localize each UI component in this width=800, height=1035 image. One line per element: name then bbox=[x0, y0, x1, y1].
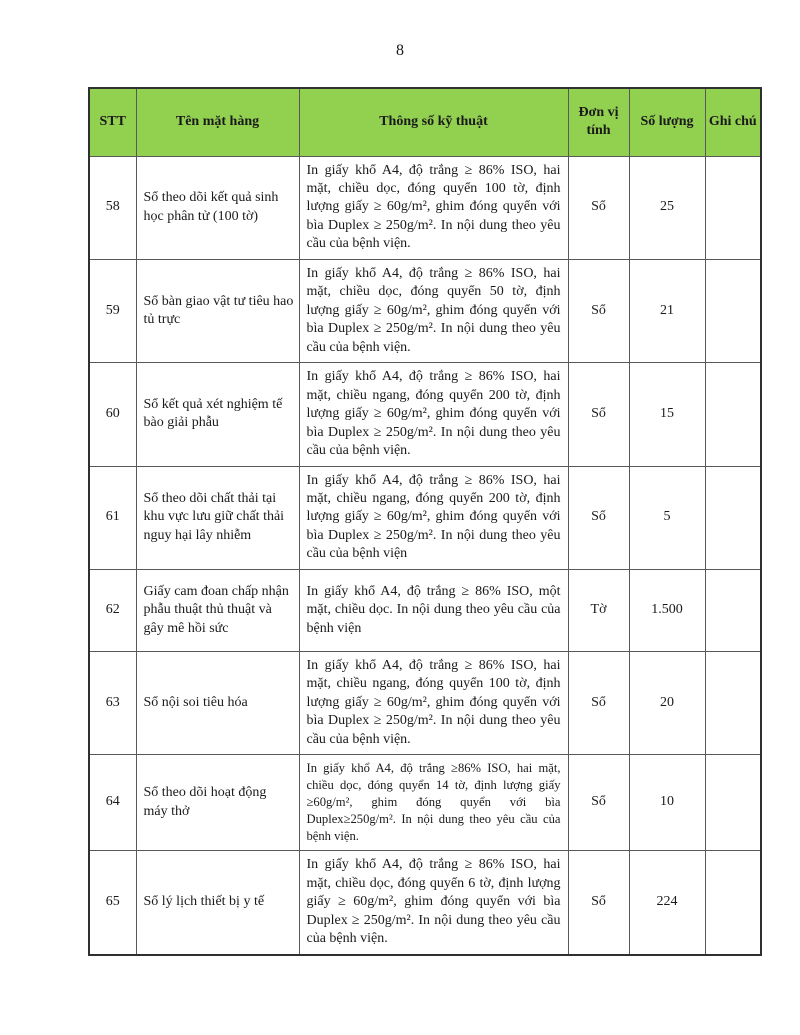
row-stt: 60 bbox=[89, 363, 136, 466]
row-spec: In giấy khổ A4, độ trắng ≥ 86% ISO, một mặt, chiều dọc. In nội dung theo yêu cầu của bệnh viện bbox=[299, 569, 568, 651]
row-qty: 5 bbox=[629, 466, 705, 569]
header-thong-so-ky-thuat: Thông số kỹ thuật bbox=[299, 88, 568, 156]
row-name: Sổ theo dõi hoạt động máy thở bbox=[136, 755, 299, 851]
row-qty: 20 bbox=[629, 651, 705, 754]
table-row bbox=[89, 851, 761, 955]
page-number: 8 bbox=[396, 42, 404, 59]
row-unit: Sổ bbox=[568, 755, 629, 851]
table-header-row bbox=[89, 88, 761, 156]
table-row bbox=[89, 569, 761, 651]
row-unit: Sổ bbox=[568, 363, 629, 466]
header-stt: STT bbox=[89, 88, 136, 156]
row-name: Sổ theo dõi kết quả sinh học phân tử (100 tờ) bbox=[136, 156, 299, 259]
row-qty: 25 bbox=[629, 156, 705, 259]
row-spec: In giấy khổ A4, độ trắng ≥ 86% ISO, hai mặt, chiều dọc, đóng quyển 6 tờ, định lượng giấy ≥ 60g/m², ghim đóng quyển với bìa Duplex ≥ 250g/m². In nội dung theo yêu cầu của bệnh viện. bbox=[299, 851, 568, 955]
row-name: Sổ nội soi tiêu hóa bbox=[136, 651, 299, 754]
table-row bbox=[89, 755, 761, 851]
row-stt: 58 bbox=[89, 156, 136, 259]
row-qty: 224 bbox=[629, 851, 705, 955]
row-qty: 15 bbox=[629, 363, 705, 466]
header-so-luong: Số lượng bbox=[629, 88, 705, 156]
row-name: Sổ kết quả xét nghiệm tế bào giải phẫu bbox=[136, 363, 299, 466]
row-name: Sổ bàn giao vật tư tiêu hao tủ trực bbox=[136, 259, 299, 362]
row-stt: 62 bbox=[89, 569, 136, 651]
header-ghi-chu: Ghi chú bbox=[705, 88, 761, 156]
row-spec: In giấy khổ A4, độ trắng ≥ 86% ISO, hai mặt, chiều ngang, đóng quyển 100 tờ, định lượng giấy ≥ 60g/m², ghim đóng quyển với bìa Duplex ≥ 250g/m². In nội dung theo yêu cầu của bệnh viện. bbox=[299, 651, 568, 754]
row-spec: In giấy khổ A4, độ trắng ≥ 86% ISO, hai mặt, chiều dọc, đóng quyển 50 tờ, định lượng giấy ≥ 60g/m², ghim đóng quyển với bìa Duplex ≥ 250g/m². In nội dung theo yêu cầu của bệnh viện. bbox=[299, 259, 568, 362]
row-spec: In giấy khổ A4, độ trắng ≥ 86% ISO, hai mặt, chiều dọc, đóng quyển 100 tờ, định lượng giấy ≥ 60g/m², ghim đóng quyển với bìa Duplex ≥ 250g/m². In nội dung theo yêu cầu của bệnh viện. bbox=[299, 156, 568, 259]
row-note bbox=[705, 259, 761, 362]
row-stt: 61 bbox=[89, 466, 136, 569]
row-spec: In giấy khổ A4, độ trắng ≥86% ISO, hai mặt, chiều dọc, đóng quyển 14 tờ, định lượng giấy ≥60g/m², ghim đóng quyển với bìa Duplex≥250g/m². In nội dung theo yêu cầu của bệnh viện. bbox=[299, 755, 568, 851]
table-row bbox=[89, 259, 761, 362]
row-unit: Sổ bbox=[568, 851, 629, 955]
row-note bbox=[705, 755, 761, 851]
row-qty: 10 bbox=[629, 755, 705, 851]
table-body bbox=[89, 156, 761, 955]
row-unit: Sổ bbox=[568, 651, 629, 754]
row-qty: 1.500 bbox=[629, 569, 705, 651]
row-stt: 65 bbox=[89, 851, 136, 955]
header-don-vi-tinh: Đơn vị tính bbox=[568, 88, 629, 156]
supply-items-table bbox=[88, 87, 762, 956]
row-spec: In giấy khổ A4, độ trắng ≥ 86% ISO, hai mặt, chiều ngang, đóng quyển 200 tờ, định lượng giấy ≥ 60g/m², ghim đóng quyển với bìa Duplex ≥ 250g/m². In nội dung theo yêu cầu của bệnh viện. bbox=[299, 363, 568, 466]
row-unit: Sổ bbox=[568, 259, 629, 362]
table-row bbox=[89, 466, 761, 569]
row-note bbox=[705, 851, 761, 955]
row-name: Sổ lý lịch thiết bị y tế bbox=[136, 851, 299, 955]
row-unit: Sổ bbox=[568, 156, 629, 259]
header-ten-mat-hang: Tên mặt hàng bbox=[136, 88, 299, 156]
row-stt: 64 bbox=[89, 755, 136, 851]
table-row bbox=[89, 156, 761, 259]
row-name: Giấy cam đoan chấp nhận phẫu thuật thủ thuật và gây mê hồi sức bbox=[136, 569, 299, 651]
row-name: Sổ theo dõi chất thải tại khu vực lưu giữ chất thải nguy hại lây nhiễm bbox=[136, 466, 299, 569]
table-row bbox=[89, 363, 761, 466]
row-unit: Tờ bbox=[568, 569, 629, 651]
row-note bbox=[705, 466, 761, 569]
row-stt: 59 bbox=[89, 259, 136, 362]
row-note bbox=[705, 156, 761, 259]
row-note bbox=[705, 569, 761, 651]
table-header bbox=[89, 88, 761, 156]
row-stt: 63 bbox=[89, 651, 136, 754]
table-row bbox=[89, 651, 761, 754]
row-qty: 21 bbox=[629, 259, 705, 362]
row-note bbox=[705, 363, 761, 466]
row-note bbox=[705, 651, 761, 754]
row-unit: Sổ bbox=[568, 466, 629, 569]
row-spec: In giấy khổ A4, độ trắng ≥ 86% ISO, hai mặt, chiều ngang, đóng quyển 200 tờ, định lượng giấy ≥ 60g/m², ghim đóng quyển với bìa Duplex ≥ 250g/m². In nội dung theo yêu cầu của bệnh viện bbox=[299, 466, 568, 569]
